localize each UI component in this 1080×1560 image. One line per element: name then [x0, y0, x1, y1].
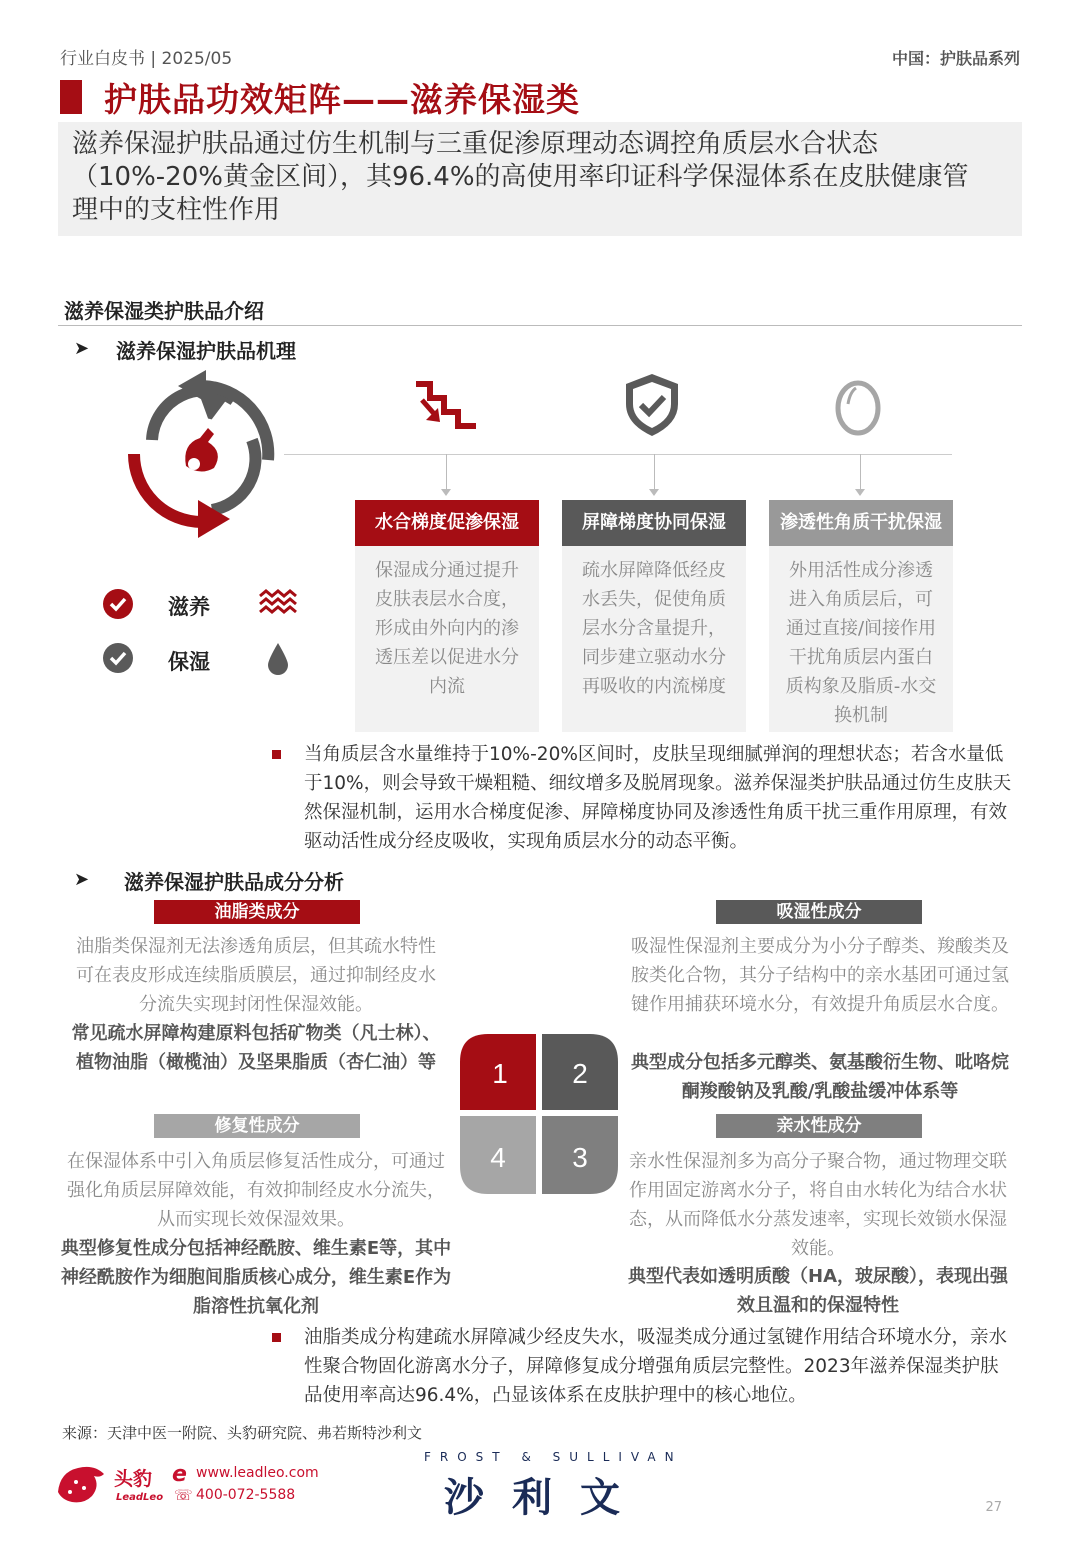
check-circle-red-icon [102, 588, 134, 620]
mechanism-label-3: 渗透性角质干扰保湿 [769, 500, 953, 546]
connector-arrow [654, 454, 655, 494]
humectant-strong: 典型成分包括多元醇类、氨基酸衍生物、吡咯烷酮羧酸钠及乳酸/乳酸盐缓冲体系等 [631, 1052, 1009, 1102]
source-note: 来源：天津中医一附院、头豹研究院、弗若斯特沙利文 [62, 1424, 423, 1442]
header-left: 行业白皮书 | 2025/05 [60, 49, 233, 69]
ingredients-title: 滋养保湿护肤品成分分析 [124, 870, 344, 894]
summary-text: 滋养保湿护肤品通过仿生机制与三重促渗原理动态调控角质层水合状态（10%-20%黄金区间），其96.4%的高使用率印证科学保湿体系在皮肤健康管理中的支柱性作用 [72, 129, 969, 225]
connector-arrow [446, 454, 447, 494]
phone-number: 400-072-5588 [196, 1487, 296, 1503]
mechanism-label-1: 水合梯度促渗保湿 [355, 500, 539, 546]
arrow-icon: ➤ [74, 338, 90, 359]
quadrant-label-3: 3 [572, 1142, 588, 1173]
mechanism-text-2: 疏水屏障降低经皮水丢失，促使角质层水分含量提升，同步建立驱动水分再吸收的内流梯度 [562, 546, 746, 732]
tag-repair: 修复性成分 [154, 1114, 360, 1138]
mechanism-paragraph: 当角质层含水量维持于10%-20%区间时，皮肤呈现细腻弹润的理想状态；若含水量低于10%，则会导致干燥粗糙、细纹增多及脱屑现象。滋养保湿类护肤品通过仿生皮肤天然保湿机制，运用水合梯度促渗、屏障梯度协同及渗透性角质干扰三重作用原理，有效驱动活性成分经皮吸收，实现角质层水分的动态平衡。 [304, 744, 1012, 852]
hydrophilic-text: 亲水性保湿剂多为高分子聚合物，通过物理交联作用固定游离水分子，将自由水转化为结合水状态，从而降低水分蒸发速率，实现长效锁水保湿效能。 [629, 1151, 1007, 1259]
website-link[interactable]: www.leadleo.com [196, 1465, 319, 1481]
drop-icon [266, 642, 290, 676]
mechanism-text-3: 外用活性成分渗透进入角质层后，可通过直接/间接作用干扰角质层内蛋白质构象及脂质-水交换机制 [769, 546, 953, 732]
repair-strong: 典型修复性成分包括神经酰胺、维生素E等，其中神经酰胺作为细胞间脂质核心成分，维生素E作为脂溶性抗氧化剂 [60, 1238, 452, 1317]
cycle-icon [122, 370, 284, 538]
oil-text: 油脂类保湿剂无法渗透角质层，但其疏水特性可在表皮形成连续脂质膜层，通过抑制经皮水分流失实现封闭性保湿效能。 [76, 936, 436, 1015]
ingredients-paragraph: 油脂类成分构建疏水屏障减少经皮失水，吸湿类成分通过氢键作用结合环境水分，亲水性聚合物固化游离水分子，屏障修复成分增强角质层完整性。2023年滋养保湿类护肤品使用率高达96.4%，凸显该体系在皮肤护理中的核心地位。 [304, 1327, 1008, 1406]
legend-label-moisture: 保湿 [168, 650, 210, 674]
bullet-square [272, 1333, 281, 1342]
oil-strong: 常见疏水屏障构建原料包括矿物类（凡士林）、植物油脂（橄榄油）及坚果脂质（杏仁油）等 [71, 1023, 441, 1073]
tag-hydrophilic: 亲水性成分 [716, 1114, 922, 1138]
repair-text: 在保湿体系中引入角质层修复活性成分，可通过强化角质层屏障效能，有效抑制经皮水分流失，从而实现长效保湿效果。 [67, 1151, 445, 1230]
header-right: 中国：护肤品系列 [891, 49, 1020, 68]
connector-line [284, 454, 952, 455]
phone-icon: ☏ [174, 1486, 193, 1504]
quadrant-label-1: 1 [492, 1058, 508, 1089]
arrow-icon: ➤ [74, 869, 90, 890]
page-title: 护肤品功效矩阵——滋养保湿类 [104, 80, 580, 119]
e-logo-icon: e [172, 1462, 187, 1487]
check-circle-gray-icon [102, 642, 134, 674]
stairs-down-icon [412, 378, 480, 434]
egg-icon [832, 374, 884, 436]
mechanism-text-1: 保湿成分通过提升皮肤表层水合度，形成由外向内的渗透压差以促进水分内流 [355, 546, 539, 732]
quadrant-diagram [456, 1032, 622, 1196]
tag-oil: 油脂类成分 [154, 900, 360, 924]
humectant-text: 吸湿性保湿剂主要成分为小分子醇类、羧酸类及胺类化合物，其分子结构中的亲水基团可通过氢键作用捕获环境水分，有效提升角质层水合度。 [631, 936, 1009, 1015]
tag-humectant: 吸湿性成分 [716, 900, 922, 924]
leopard-logo-icon [54, 1462, 108, 1506]
logo-en: LeadLeo [116, 1492, 164, 1503]
frost-sullivan-cn: 沙利文 [444, 1475, 648, 1521]
quadrant-label-4: 4 [490, 1142, 506, 1173]
title-accent-bar [60, 80, 82, 114]
mechanism-label-2: 屏障梯度协同保湿 [562, 500, 746, 546]
section-divider [58, 325, 1022, 326]
logo-cn: 头豹 [114, 1468, 153, 1490]
legend-label-nourish: 滋养 [168, 595, 210, 619]
bullet-square [272, 750, 281, 759]
mechanism-title: 滋养保湿护肤品机理 [116, 339, 296, 363]
shield-check-icon [622, 372, 682, 438]
connector-arrow [860, 454, 861, 494]
frost-sullivan-en: FROST & SULLIVAN [424, 1450, 683, 1464]
hydrophilic-strong: 典型代表如透明质酸（HA，玻尿酸），表现出强效且温和的保湿特性 [628, 1266, 1008, 1316]
wave-icon [258, 588, 298, 618]
section-title: 滋养保湿类护肤品介绍 [64, 299, 264, 323]
quadrant-label-2: 2 [572, 1058, 588, 1089]
page-number: 27 [985, 1500, 1002, 1515]
